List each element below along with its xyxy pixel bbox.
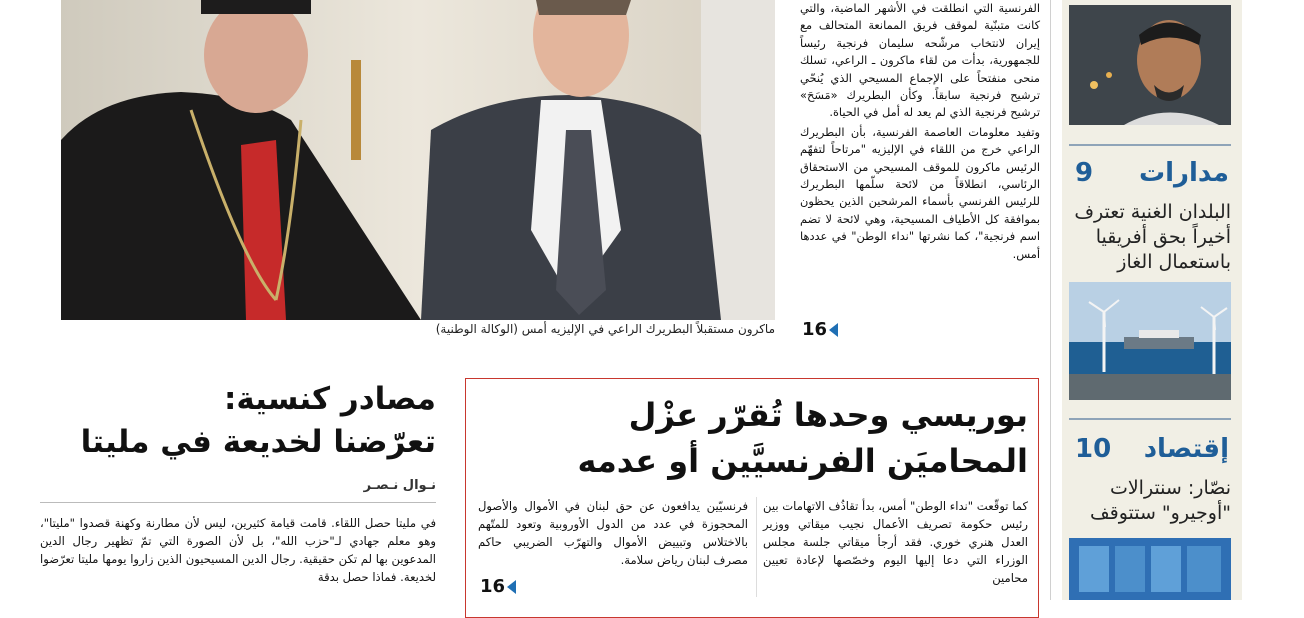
section-name: إقتصاد	[1143, 434, 1229, 464]
byline-rule	[40, 502, 436, 503]
top-article-column	[800, 0, 1040, 340]
section-name: مدارات	[1138, 158, 1229, 188]
boxed-article-column: فرنسيّين يدافعون عن حق لبنان في الأموال والأصول المحجوزة في عدد من الدول الأوروبية وتعود للمتّهم بالاختلاس وتبييض الأموال والتهرّب الضريبي حاكم مصرف لبنان رياض سلامة.	[478, 499, 748, 567]
column-separator	[756, 497, 757, 597]
teaser-image	[1069, 282, 1231, 400]
continued-on-page[interactable]	[480, 576, 516, 597]
column-divider	[1050, 0, 1051, 600]
continued-page-number: 16	[480, 576, 506, 597]
boxed-article-headline[interactable]	[480, 392, 1028, 484]
article-paragraph: الفرنسية التي انطلقت في الأشهر الماضية، والتي كانت متبنّية لموقف فريق الممانعة المتحالف مع إيران لانتخاب مرشّحه سليمان فرنجية رئيساً للجمهورية، بدأت من لقاء ماكرون ـ الراعي، تسلك منحى منفتحاً على الإجماع المسيحي الذي يُنحّي ترشيح فرنجية سابقاً. وكأن البطريرك «مَسَحَ» ترشيح فرنجية الذي لم يعد له أمل في الحياة.	[800, 1, 1040, 120]
section-title-iqtisad[interactable]	[1075, 434, 1229, 464]
section-page-number: 9	[1075, 158, 1094, 188]
photo-caption: ماكرون مستقبلاً البطريرك الراعي في الإليزيه أمس (الوكالة الوطنية)	[435, 322, 775, 336]
headline-line: مصادر كنسية:	[223, 381, 436, 417]
article-body: في مليتا حصل اللقاء. قامت قيامة كثيرين، ليس لأن مطارنة وكهنة قصدوا "مليتا"، وهو معلم جهادي لـ"حزب الله"، بل لأن الصورة التي تمّ تظهير رجال الدين المدعوين بها لم تكن حقيقية. رجال الدين المسيحيون الذين زاروا يومها مليتا تعرّضوا لخديعة. فماذا حصل بدقة	[39, 516, 436, 584]
article-paragraph: وتفيد معلومات العاصمة الفرنسية، بأن البطريرك الراعي خرج من اللقاء في الإليزيه "مرتاحاً لتفهّم الرئيس ماكرون للموقف المسيحي من الاستحقاق الرئاسي، انطلاقاً من لائحة سلّمها البطريرك للرئيس الفرنسي بأسماء المرشحين الذين يحظون بموافقة كل الأطياف المسيحية، وهي لائحة لا تضم اسم فرنجية"، كما نشرتها "نداء الوطن" في عددها أمس.	[800, 124, 1040, 261]
section-rule	[1069, 418, 1231, 420]
arrow-left-icon	[507, 580, 516, 594]
continued-on-page[interactable]	[802, 319, 838, 340]
teaser-text[interactable]: نصّار: سنترالات "أوجيرو" ستتوقف	[1089, 477, 1231, 524]
arrow-left-icon	[829, 323, 838, 337]
section-rule	[1069, 144, 1231, 146]
headline-line: بوريسي وحدها تُقرّر عزْل	[628, 396, 1028, 434]
continued-page-number: 16	[802, 319, 828, 340]
headline-line: تعرّضنا لخديعة في مليتا	[80, 424, 436, 460]
section-title-madarat[interactable]	[1075, 158, 1229, 188]
columnist-photo	[1069, 5, 1231, 125]
byline: نـوال نـصـر	[363, 478, 436, 493]
article-headline[interactable]	[40, 378, 436, 464]
boxed-article-column: كما توقّعت "نداء الوطن" أمس، بدأ تقاذُف الاتهامات بين رئيس حكومة تصريف الأعمال نجيب ميقاتي ووزير العدل هنري خوري. فقد أرجأ ميقاتي جلسة مجلس الوزراء التي دعا إليها اليوم وخصّصها لإعادة تعيين محامين	[763, 499, 1028, 585]
news-photo	[61, 0, 775, 320]
section-page-number: 10	[1075, 434, 1112, 464]
headline-line: المحاميَن الفرنسيَّين أو عدمه	[577, 442, 1028, 480]
teaser-image	[1069, 538, 1231, 600]
teaser-text[interactable]: البلدان الغنية تعترف أخيراً بحق أفريقيا باستعمال الغاز	[1074, 201, 1231, 273]
